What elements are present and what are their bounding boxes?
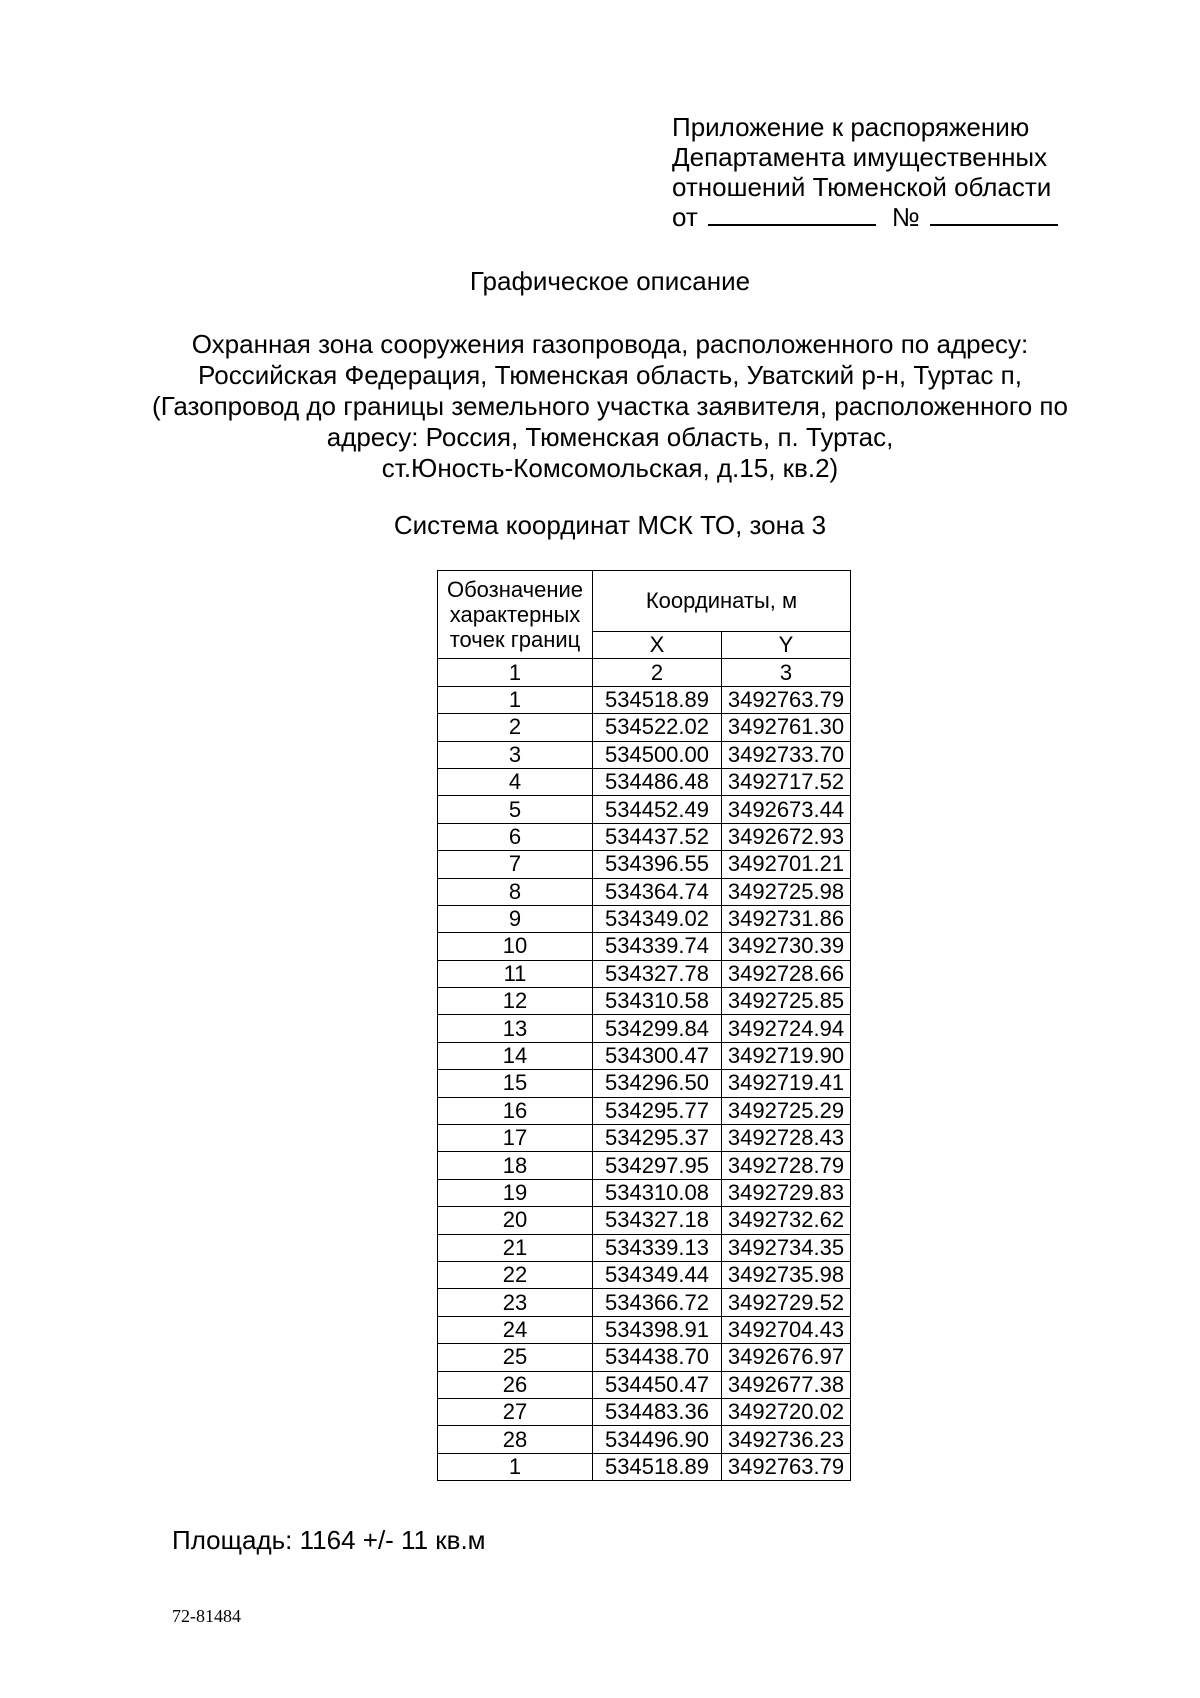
x-coordinate: 534339.74 [593,933,722,960]
document-id: 72-81484 [172,1606,241,1626]
table-row [438,1426,851,1453]
y-coordinate: 3492763.79 [722,686,851,713]
point-number: 13 [438,1015,593,1042]
point-number: 2 [438,714,593,741]
y-coordinate: 3492672.93 [722,823,851,850]
y-coordinate: 3492717.52 [722,768,851,795]
point-number: 8 [438,878,593,905]
table-row [438,1234,851,1261]
table-row [438,1398,851,1425]
point-number: 26 [438,1371,593,1398]
appendix-line-1: Приложение к распоряжению [672,112,1030,142]
point-number: 9 [438,905,593,932]
table-row [438,823,851,850]
zone-description [150,329,1070,484]
x-coordinate: 534518.89 [593,686,722,713]
point-number: 20 [438,1207,593,1234]
zone-description-line: Российская Федерация, Тюменская область, Уватский р-н, Туртас п, [198,360,1022,390]
column-number: 3 [722,659,851,686]
x-coordinate: 534437.52 [593,823,722,850]
y-coordinate: 3492704.43 [722,1316,851,1343]
header-designation-line: точек границ [449,627,581,653]
table-row [438,1453,851,1480]
x-coordinate: 534295.77 [593,1097,722,1124]
point-number: 17 [438,1125,593,1152]
x-coordinate: 534496.90 [593,1426,722,1453]
appendix-header [672,112,1058,232]
x-coordinate: 534483.36 [593,1398,722,1425]
x-coordinate: 534450.47 [593,1371,722,1398]
table-row [438,768,851,795]
table-row [438,960,851,987]
point-number: 15 [438,1070,593,1097]
column-number: 2 [593,659,722,686]
area-label: Площадь: 1164 +/- 11 кв.м [172,1525,486,1555]
x-coordinate: 534486.48 [593,768,722,795]
table-header-row [438,571,851,632]
y-coordinate: 3492729.52 [722,1289,851,1316]
y-coordinate: 3492725.85 [722,988,851,1015]
x-coordinate: 534438.70 [593,1344,722,1371]
point-number: 3 [438,741,593,768]
x-coordinate: 534327.18 [593,1207,722,1234]
header-designation-line: характерных [449,602,581,628]
column-number: 1 [438,659,593,686]
table-row [438,686,851,713]
point-number: 23 [438,1289,593,1316]
y-coordinate: 3492701.21 [722,851,851,878]
point-number: 18 [438,1152,593,1179]
x-coordinate: 534349.44 [593,1261,722,1288]
point-number: 28 [438,1426,593,1453]
table-row [438,741,851,768]
y-coordinate: 3492735.98 [722,1261,851,1288]
x-coordinate: 534398.91 [593,1316,722,1343]
point-number: 6 [438,823,593,850]
y-coordinate: 3492720.02 [722,1398,851,1425]
table-row [438,714,851,741]
table-row [438,1097,851,1124]
point-number: 4 [438,768,593,795]
y-coordinate: 3492730.39 [722,933,851,960]
table-row [438,1207,851,1234]
appendix-date-number-line [672,202,1058,232]
y-coordinate: 3492676.97 [722,1344,851,1371]
table-row [438,1152,851,1179]
x-coordinate: 534310.08 [593,1179,722,1206]
x-coordinate: 534452.49 [593,796,722,823]
table-row [438,1070,851,1097]
table-row [438,1344,851,1371]
x-coordinate: 534364.74 [593,878,722,905]
point-number: 12 [438,988,593,1015]
zone-description-line: ст.Юность-Комсомольская, д.15, кв.2) [381,453,839,483]
x-coordinate: 534339.13 [593,1234,722,1261]
table-row [438,1316,851,1343]
point-number: 14 [438,1042,593,1069]
table-row [438,878,851,905]
point-number: 5 [438,796,593,823]
table-row [438,1261,851,1288]
table-row [438,988,851,1015]
table-column-number-row [438,659,851,686]
x-coordinate: 534310.58 [593,988,722,1015]
header-designation-line: Обозначение [446,577,584,603]
y-coordinate: 3492728.66 [722,960,851,987]
date-blank [708,202,876,226]
y-coordinate: 3492728.79 [722,1152,851,1179]
table-row [438,1179,851,1206]
x-coordinate: 534327.78 [593,960,722,987]
y-coordinate: 3492724.94 [722,1015,851,1042]
x-coordinate: 534522.02 [593,714,722,741]
coordinate-system-label: Система координат МСК ТО, зона 3 [393,510,827,540]
point-number: 1 [438,686,593,713]
point-number: 21 [438,1234,593,1261]
coordinates-table-body [438,571,851,1481]
x-coordinate: 534518.89 [593,1453,722,1480]
table-row [438,1289,851,1316]
x-coordinate: 534300.47 [593,1042,722,1069]
y-coordinate: 3492719.41 [722,1070,851,1097]
point-number: 10 [438,933,593,960]
table-row [438,851,851,878]
x-coordinate: 534295.37 [593,1125,722,1152]
y-coordinate: 3492734.35 [722,1234,851,1261]
zone-description-line: адресу: Россия, Тюменская область, п. Туртас, [326,422,894,452]
table-row [438,933,851,960]
table-row [438,905,851,932]
header-coordinates: Координаты, м [593,571,851,632]
y-coordinate: 3492728.43 [722,1125,851,1152]
header-x: X [593,632,722,659]
x-coordinate: 534299.84 [593,1015,722,1042]
y-coordinate: 3492673.44 [722,796,851,823]
x-coordinate: 534297.95 [593,1152,722,1179]
appendix-number-label: № [891,202,920,232]
table-row [438,1125,851,1152]
y-coordinate: 3492729.83 [722,1179,851,1206]
appendix-line-3: отношений Тюменской области [672,172,1052,202]
y-coordinate: 3492733.70 [722,741,851,768]
table-row [438,1015,851,1042]
x-coordinate: 534500.00 [593,741,722,768]
x-coordinate: 534396.55 [593,851,722,878]
header-designation [438,571,593,659]
y-coordinate: 3492719.90 [722,1042,851,1069]
point-number: 1 [438,1453,593,1480]
coordinates-table [437,570,851,1481]
x-coordinate: 534366.72 [593,1289,722,1316]
appendix-line-2: Департамента имущественных [672,142,1048,172]
y-coordinate: 3492725.98 [722,878,851,905]
table-row [438,796,851,823]
appendix-from-label: от [672,202,698,232]
point-number: 7 [438,851,593,878]
y-coordinate: 3492736.23 [722,1426,851,1453]
number-blank [930,202,1058,226]
point-number: 22 [438,1261,593,1288]
y-coordinate: 3492732.62 [722,1207,851,1234]
document-title: Графическое описание [469,266,751,296]
y-coordinate: 3492731.86 [722,905,851,932]
zone-description-line: (Газопровод до границы земельного участка заявителя, расположенного по [152,391,1068,421]
header-y: Y [722,632,851,659]
point-number: 16 [438,1097,593,1124]
point-number: 11 [438,960,593,987]
x-coordinate: 534296.50 [593,1070,722,1097]
y-coordinate: 3492677.38 [722,1371,851,1398]
point-number: 19 [438,1179,593,1206]
y-coordinate: 3492725.29 [722,1097,851,1124]
point-number: 25 [438,1344,593,1371]
zone-description-line: Охранная зона сооружения газопровода, расположенного по адресу: [191,329,1029,359]
point-number: 27 [438,1398,593,1425]
point-number: 24 [438,1316,593,1343]
table-row [438,1371,851,1398]
y-coordinate: 3492761.30 [722,714,851,741]
y-coordinate: 3492763.79 [722,1453,851,1480]
x-coordinate: 534349.02 [593,905,722,932]
table-row [438,1042,851,1069]
